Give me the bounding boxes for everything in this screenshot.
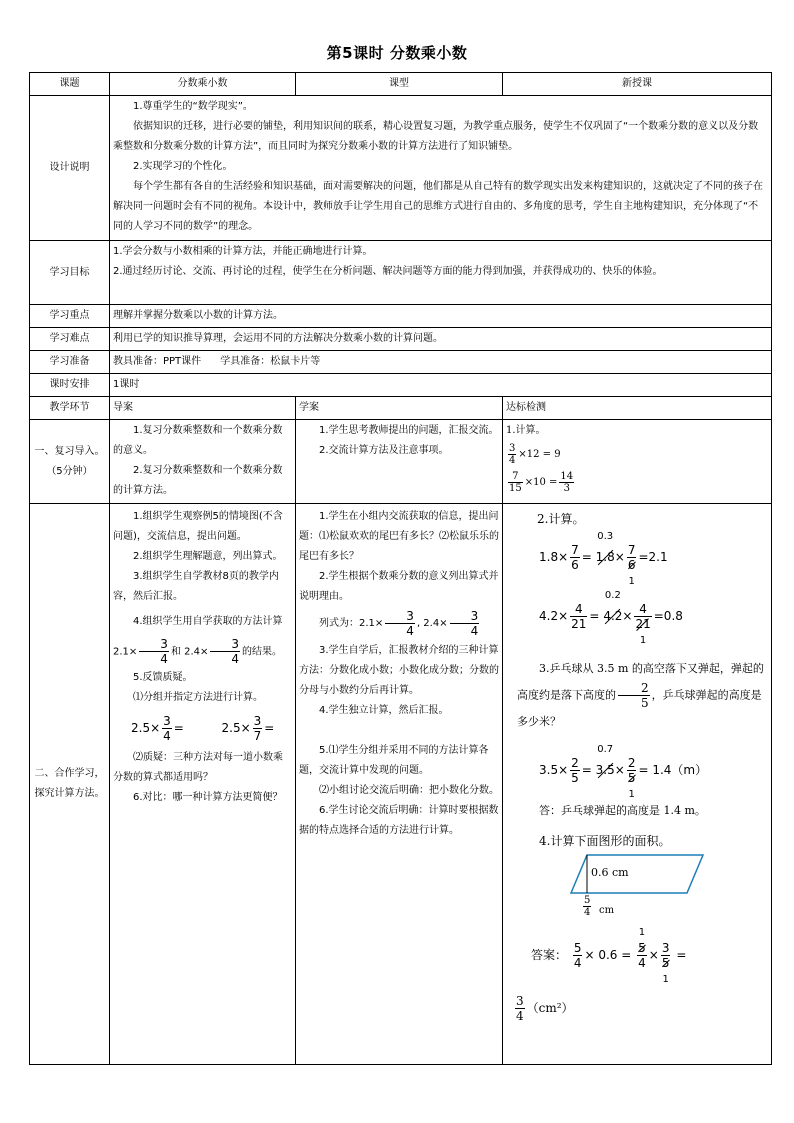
numerator: 3 (450, 609, 480, 624)
denominator: 3 (563, 483, 570, 494)
fraction (508, 443, 516, 466)
design-p4: 每个学生都有各自的生活经验和知识基础，面对需要解决的问题，他们都是从自己特有的数学现实出发来构建知识的，这就决定了不同的孩子在解决同一问题时会有不同的视角。本设计中，教师放手让学生用自己的思维方式进行自由的、多角度的思考，学生自主地构建知识，充分体现了“不同的人学习不同的数学”的理念。 (113, 181, 763, 232)
review-stage: 一、复习导入。（5分钟） (30, 420, 110, 504)
cancelled-value: 3.5 (596, 758, 615, 782)
col-guide: 导案 (110, 397, 296, 420)
denominator: 7 (253, 728, 262, 743)
fraction (570, 543, 580, 572)
fraction (570, 602, 587, 631)
schedule-row (30, 374, 772, 397)
check-3-answer: 答：乒乓球弹起的高度是 1.4 m。 (539, 804, 706, 817)
fraction (385, 609, 415, 638)
fraction (450, 609, 480, 638)
denominator: 4 (638, 956, 646, 970)
numerator (637, 927, 647, 956)
parallelogram-figure (511, 853, 768, 918)
denominator: 4 (573, 956, 582, 970)
calc-b-result: =0.8 (653, 609, 683, 623)
goals-content (110, 241, 772, 305)
cancelled-value: 5 (627, 771, 636, 785)
design-p1: 1.尊重学生的“数学现实”。 (133, 101, 253, 112)
denominator: 5 (571, 771, 579, 785)
denominator: 4 (470, 623, 479, 638)
review-calc-1-rest: ×12 = 9 (518, 449, 561, 460)
review-guide (110, 420, 296, 504)
topic-label: 课题 (30, 73, 110, 96)
preparation-label: 学习准备 (30, 351, 110, 374)
fraction (139, 637, 169, 666)
review-study (296, 420, 503, 504)
calc-a-eq: = (581, 550, 592, 564)
expr-2-left: 2.5× (221, 720, 251, 735)
coop-guide-1: 1.组织学生观察例5的情境图(不含问题)，交流信息，提出问题。 (113, 511, 283, 542)
expr-1-eq: = (173, 720, 184, 735)
coop-guide-exprs (113, 708, 292, 748)
review-study-1: 1.学生思考教师提出的问题，汇报交流。 (319, 425, 499, 436)
check-3-question (517, 657, 768, 734)
coop-guide-6: 6.对比：哪一种计算方法更简便？ (133, 791, 283, 803)
reduced-value: 1 (628, 789, 635, 800)
cancelled-value: 21 (635, 617, 651, 631)
denominator (634, 617, 651, 646)
coop-study-5b: ⑵小组讨论交流后明确：把小数化分数。 (319, 785, 499, 796)
review-check (503, 420, 772, 504)
lesson-plan-table (29, 72, 772, 1065)
check-2-title: 2.计算。 (537, 512, 585, 526)
coop-guide-4b: 和 2.4× (170, 646, 209, 658)
fraction (627, 543, 637, 587)
review-guide-1: 1.复习分数乘整数和一个数乘分数的意义。 (113, 425, 283, 456)
check-3-calc (539, 744, 768, 800)
check-4-answer (531, 927, 768, 985)
numerator: 2 (627, 756, 636, 770)
calc-c-eq: = (581, 763, 592, 777)
denominator: 6 (571, 558, 579, 572)
calc-c-left: 3.5× (539, 763, 569, 777)
topic-value: 分数乘小数 (110, 73, 296, 96)
answer-times: × 0.6 = (584, 948, 632, 962)
cancelled-value: 4.2 (603, 604, 622, 628)
fraction (253, 714, 263, 743)
coop-guide-4 (113, 607, 292, 668)
type-value: 新授课 (503, 73, 772, 96)
review-guide-2: 2.复习分数乘整数和一个数乘分数的计算方法。 (113, 465, 283, 496)
calc-a-result: =2.1 (638, 550, 668, 564)
denominator: 4 (584, 907, 591, 918)
numerator: 3 (253, 713, 262, 728)
times-sign: × (622, 609, 633, 623)
denominator (627, 558, 637, 587)
goals-label: 学习目标 (30, 241, 110, 305)
reduced-value: 1 (662, 974, 669, 985)
answer-eq: = (676, 948, 687, 962)
numerator: 3 (139, 637, 169, 652)
coop-study-1: 1.学生在小组内交流获取的信息，提出问题：⑴松鼠欢欢的尾巴有多长？⑵松鼠乐乐的尾巴有多长？ (299, 511, 499, 562)
answer-unit: （cm²） (526, 1001, 574, 1015)
coop-study-2: 2.学生根据个数乘分数的意义列出算式并说明理由。 (299, 571, 499, 602)
coop-guide-5b: ⑵质疑：三种方法对每一道小数乘分数的算式都适用吗？ (113, 751, 283, 783)
difficulty-value: 利用已学的知识推导算理，会运用不同的方法解决分数乘小数的计算问题。 (110, 328, 772, 351)
expr-2-eq: = (264, 720, 275, 735)
coop-guide (110, 504, 296, 1065)
preparation-value: 教具准备：PPT课件 学具准备：松鼠卡片等 (110, 351, 772, 374)
schedule-value: 1课时 (110, 374, 772, 397)
coop-study-2a-mid: , 2.4× (416, 618, 448, 629)
goal-2: 2.通过经历讨论、交流、再讨论的过程，使学生在分析问题、解决问题等方面的能力得到加强，并获得成功的、快乐的体验。 (113, 266, 663, 277)
design-row (30, 96, 772, 241)
fraction (515, 994, 525, 1023)
coop-stage: 二、合作学习，探究计算方法。 (30, 504, 110, 1065)
difficulty-row (30, 328, 772, 351)
page-title: 第5课时 分数乘小数 (326, 44, 468, 62)
reduced-value: 1 (639, 635, 647, 646)
fraction (618, 681, 650, 710)
times-sign: × (614, 763, 625, 777)
parallelogram-height: 0.6 cm (591, 866, 629, 879)
fraction (162, 714, 172, 743)
times-sign: × (648, 948, 659, 962)
coop-row (30, 504, 772, 1065)
coop-guide-2: 2.组织学生理解题意，列出算式。 (133, 551, 283, 562)
denominator (627, 771, 637, 800)
reduced-value: 0.3 (597, 531, 614, 542)
coop-guide-5: 5.反馈质疑。 (133, 671, 193, 683)
numerator: 3 (385, 609, 415, 624)
numerator: 2 (571, 756, 579, 770)
cancelled-value: 6 (627, 558, 636, 572)
difficulty-label: 学习难点 (30, 328, 110, 351)
reduced-value: 0.2 (604, 590, 621, 601)
answer-prefix: 答案： (531, 948, 568, 962)
coop-study-2a (299, 607, 499, 641)
review-calc-2-mid: ×10 = (524, 477, 558, 488)
fraction (559, 471, 574, 494)
header-row (30, 73, 772, 96)
check-3-text-a: 3.乒乓球从 3.5 m 的高空落下又弹起，弹起的高度约是落下高度的 (517, 662, 764, 702)
column-header-row (30, 397, 772, 420)
numerator: 4 (570, 602, 587, 617)
numerator: 2 (618, 681, 650, 696)
key-value: 理解并掌握分数乘以小数的计算方法。 (110, 305, 772, 328)
review-row (30, 420, 772, 504)
coop-study-3: 3.学生自学后，汇报教材介绍的三种计算方法：分数化成小数；小数化成分数；分数的分母与小数约分后再计算。 (299, 645, 499, 696)
denominator: 4 (231, 652, 240, 666)
preparation-row (30, 351, 772, 374)
denominator: 4 (509, 455, 516, 466)
check-2-calc-a (539, 531, 768, 587)
review-calc-2 (506, 469, 768, 497)
coop-study (296, 504, 503, 1065)
cancelled-value: 5 (638, 941, 646, 955)
numerator: 3 (509, 443, 516, 454)
review-study-2: 2.交流计算方法及注意事项。 (319, 445, 449, 456)
fraction (508, 471, 523, 494)
calc-b-eq: = (589, 609, 600, 623)
type-label: 课型 (296, 73, 503, 96)
review-calc-1 (506, 441, 768, 469)
goals-row (30, 241, 772, 305)
numerator: 3 (210, 637, 240, 652)
numerator: 3 (661, 941, 670, 955)
numerator: 3 (516, 994, 524, 1008)
times-sign: × (614, 550, 625, 564)
reduced-value: 0.7 (597, 744, 614, 755)
cancelled-value: 5 (661, 956, 670, 970)
numerator: 5 (573, 941, 582, 955)
denominator: 4 (406, 623, 414, 638)
numerator: 4 (634, 602, 651, 617)
check-4-result (513, 994, 768, 1023)
cancelled-value: 1.8 (596, 545, 615, 569)
parallelogram-base-unit: cm (599, 905, 615, 916)
fraction (661, 941, 671, 985)
reduced-value: 1 (638, 927, 646, 938)
key-label: 学习重点 (30, 305, 110, 328)
goal-1: 1.学会分数与小数相乘的计算方法，并能正确地进行计算。 (113, 246, 373, 257)
review-check-title: 1.计算。 (506, 425, 546, 436)
design-p2: 依据知识的迁移，进行必要的铺垫，利用知识间的联系，精心设置复习题，为教学重点服务，使学生不仅巩固了“一个数乘分数的意义以及分数乘整数和分数乘分数的计算方法”，而且同时为探究分数乘小数的计算方法进行了知识铺垫。 (113, 121, 759, 152)
denominator: 4 (516, 1009, 524, 1023)
fraction (573, 941, 583, 970)
design-p3: 2.实现学习的个性化。 (133, 161, 233, 172)
coop-guide-3: 3.组织学生自学教材8页的教学内容，然后汇报。 (113, 571, 279, 602)
coop-study-4: 4.学生独立计算，然后汇报。 (319, 705, 449, 716)
coop-guide-4a: 4.组织学生用自学获取的方法计算 2.1× (113, 616, 283, 658)
check-3-text-b: ，乒乓球弹起的高度是多少米？ (517, 688, 762, 728)
denominator: 4 (160, 652, 168, 666)
fraction (570, 756, 580, 785)
numerator: 5 (584, 895, 591, 906)
denominator (661, 956, 671, 985)
coop-study-6: 6.学生讨论交流后明确：计算时要根据数据的特点选择合适的方法进行计算。 (299, 805, 499, 836)
check-2-calc-b (539, 590, 768, 646)
schedule-label: 课时安排 (30, 374, 110, 397)
calc-b-left: 4.2× (539, 609, 569, 623)
coop-check (503, 504, 772, 1065)
col-stage: 教学环节 (30, 397, 110, 420)
reduced-value: 1 (628, 576, 635, 587)
check-4-title: 4.计算下面图形的面积。 (539, 834, 671, 848)
cancelled-term (595, 531, 615, 569)
fraction (627, 756, 637, 800)
coop-study-5: 5.⑴学生分组并采用不同的方法计算各题，交流计算中发现的问题。 (299, 745, 489, 776)
coop-guide-5a: ⑴分组并指定方法进行计算。 (133, 691, 263, 703)
parallelogram-base (583, 895, 591, 918)
denominator: 15 (509, 483, 522, 494)
design-content (110, 96, 772, 241)
numerator: 7 (508, 471, 523, 483)
calc-a-left: 1.8× (539, 550, 569, 564)
numerator: 14 (560, 471, 574, 482)
fraction (210, 637, 240, 666)
col-study: 学案 (296, 397, 503, 420)
denominator: 5 (641, 696, 649, 710)
expr-1-left: 2.5× (131, 720, 161, 735)
denominator: 21 (571, 617, 587, 631)
key-row (30, 305, 772, 328)
cancelled-term (595, 744, 615, 782)
fraction (634, 602, 651, 646)
calc-c-result: = 1.4（m） (638, 763, 708, 777)
col-check: 达标检测 (503, 397, 772, 420)
parallelogram-shape (569, 853, 709, 901)
fraction (637, 927, 647, 970)
denominator: 4 (163, 728, 171, 743)
numerator: 7 (571, 543, 579, 557)
coop-study-2a-left: 列式为：2.1× (319, 618, 384, 629)
numerator: 7 (627, 543, 636, 557)
design-label: 设计说明 (30, 96, 110, 241)
cancelled-term (603, 590, 623, 628)
numerator: 3 (163, 713, 171, 728)
coop-guide-4c: 的结果。 (242, 646, 283, 658)
